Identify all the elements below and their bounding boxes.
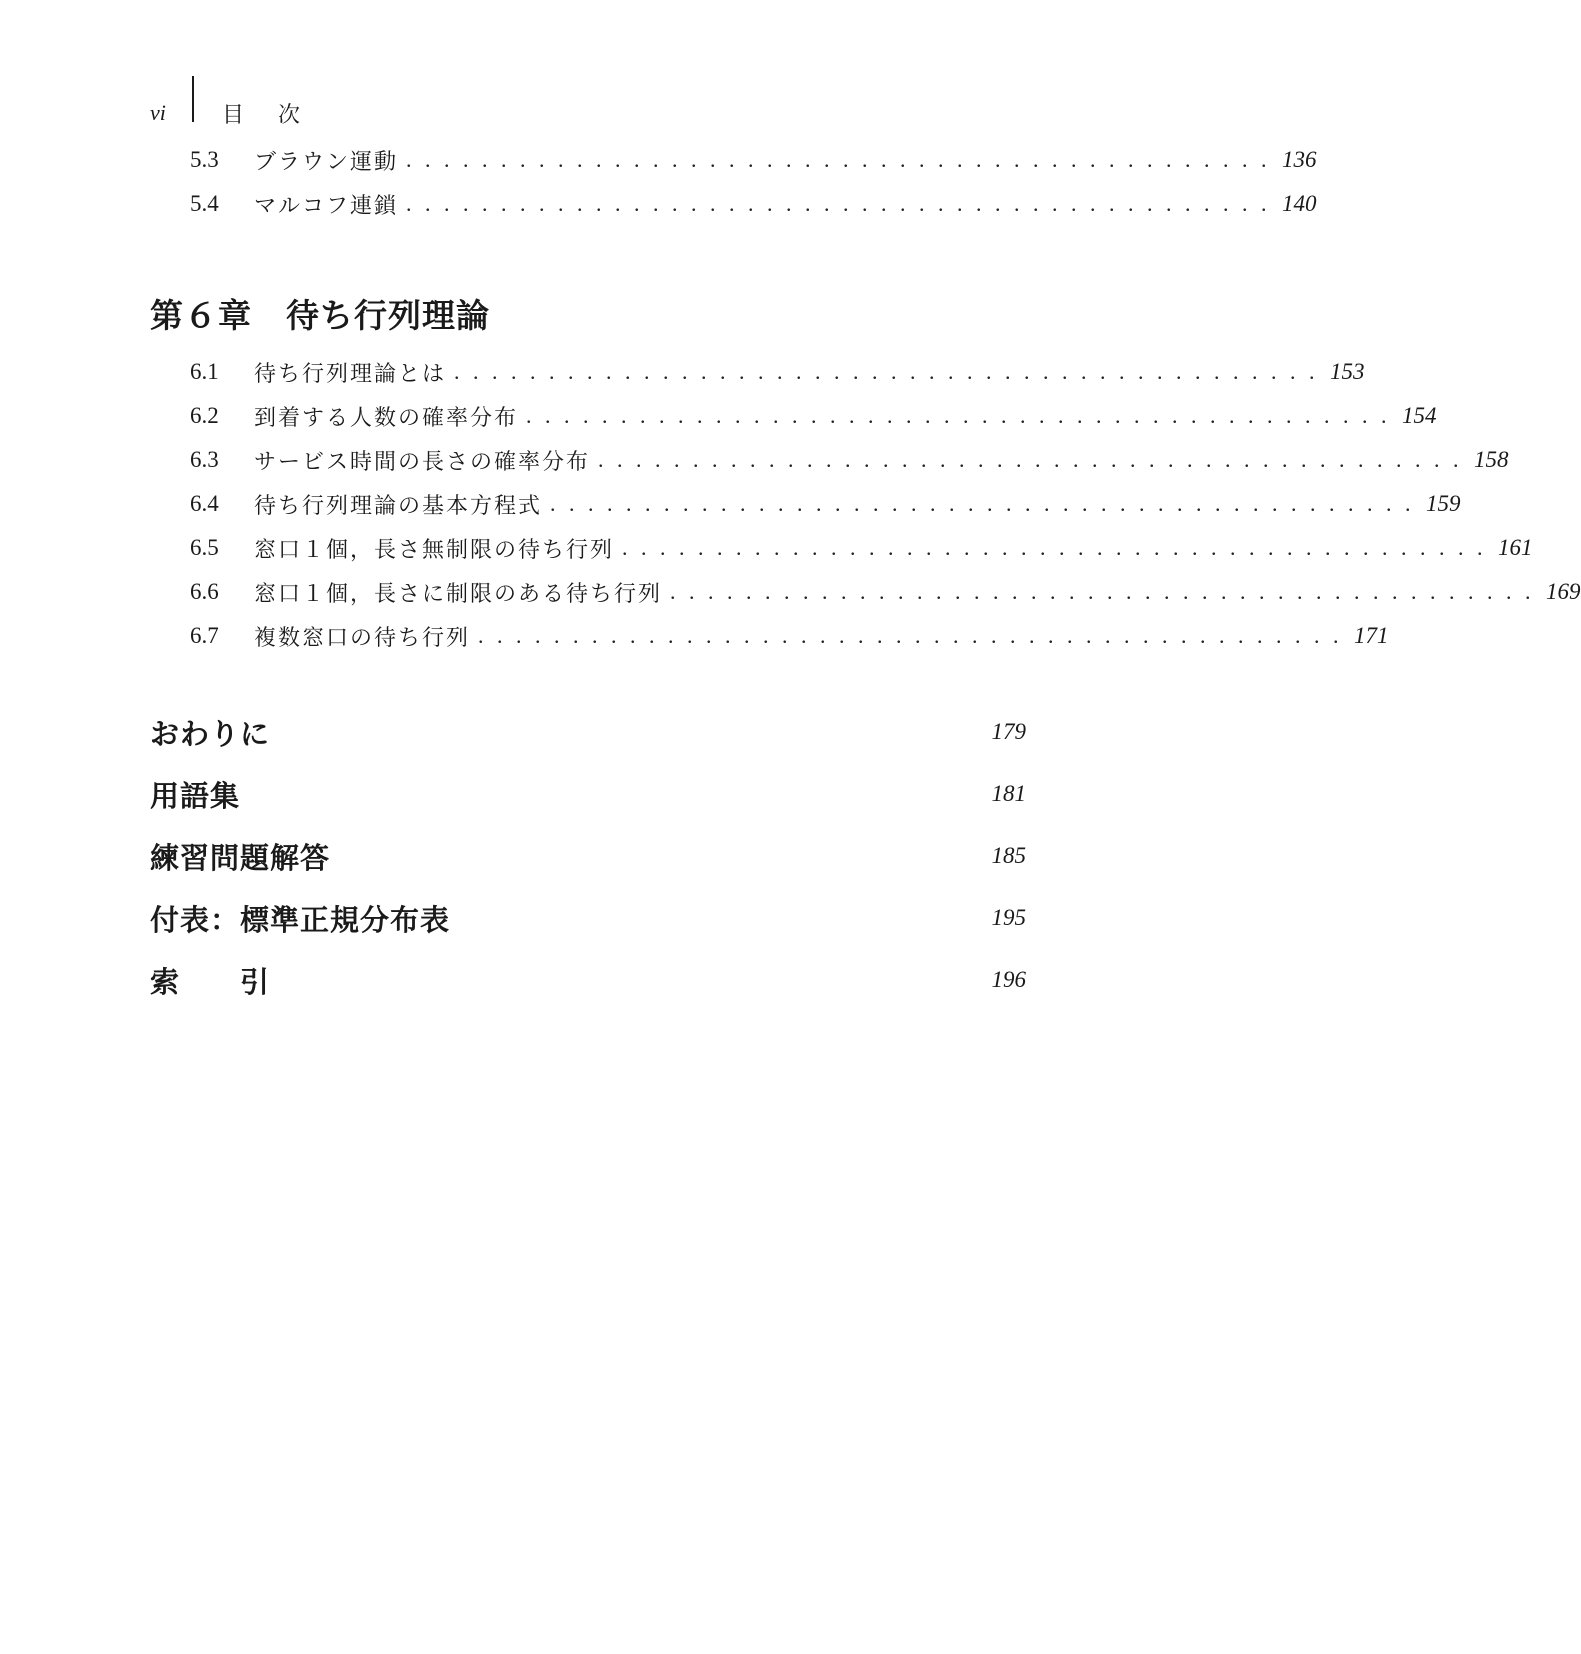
section-page: 158 — [1474, 447, 1509, 472]
section-page: 169 — [1546, 579, 1581, 604]
leader-dots: .............................................. — [550, 491, 1425, 516]
section-page: 154 — [1402, 403, 1437, 428]
toc-entry-6-4[interactable] — [190, 482, 1461, 526]
entry-title: 付表：標準正規分布表 — [150, 902, 451, 937]
entry-title: おわりに — [150, 716, 271, 751]
toc-entry-normal-table[interactable] — [150, 892, 1026, 944]
section-title: ブラウン運動 — [254, 149, 399, 175]
toc-entry-glossary[interactable] — [150, 768, 1026, 820]
page-number: vi — [150, 100, 166, 125]
toc-entry-index[interactable] — [150, 954, 1026, 1006]
section-page: 171 — [1354, 623, 1389, 648]
entry-page: 185 — [991, 843, 1026, 868]
entry-title: 索 引 — [150, 964, 271, 999]
leader-dots: .............................................. — [454, 359, 1329, 384]
section-title: 待ち行列理論の基本方程式 — [254, 493, 543, 519]
section-page: 153 — [1330, 359, 1365, 384]
toc-entry-afterword[interactable] — [150, 706, 1026, 758]
header-rule — [192, 76, 194, 122]
section-number: 6.3 — [190, 447, 219, 472]
entry-title: 練習問題解答 — [150, 840, 331, 875]
chapter6-section-list — [190, 350, 1581, 658]
section-number: 5.3 — [190, 147, 219, 172]
toc-entry-6-1[interactable] — [190, 350, 1365, 394]
toc-entry-6-6[interactable] — [190, 570, 1581, 614]
section-number: 6.5 — [190, 535, 219, 560]
entry-page: 179 — [991, 719, 1026, 744]
header-title: 目次 — [222, 103, 335, 128]
section-number: 6.6 — [190, 579, 219, 604]
entry-page: 181 — [991, 781, 1026, 806]
section-title: 複数窓口の待ち行列 — [254, 625, 471, 651]
leader-dots: .............................................. — [526, 403, 1401, 428]
leader-dots: .............................................. — [622, 535, 1497, 560]
section-number: 6.7 — [190, 623, 219, 648]
chapter5-section-list — [190, 138, 1317, 226]
chapter6-heading[interactable]: 第６章 待ち行列理論 — [150, 296, 490, 335]
toc-entry-6-2[interactable] — [190, 394, 1437, 438]
entry-page: 195 — [991, 905, 1026, 930]
section-page: 161 — [1498, 535, 1533, 560]
section-number: 5.4 — [190, 191, 219, 216]
section-page: 136 — [1282, 147, 1317, 172]
section-title: 到着する人数の確率分布 — [254, 405, 519, 431]
leader-dots: .............................................. — [478, 623, 1353, 648]
section-number: 6.2 — [190, 403, 219, 428]
toc-entry-6-5[interactable] — [190, 526, 1533, 570]
leader-dots: .............................................. — [670, 579, 1545, 604]
toc-entry-5-4[interactable] — [190, 182, 1317, 226]
section-title: 窓口１個，長さに制限のある待ち行列 — [254, 581, 663, 607]
toc-entry-5-3[interactable] — [190, 138, 1317, 182]
toc-entry-exercise-answers[interactable] — [150, 830, 1026, 882]
running-header — [150, 76, 450, 128]
section-title: 待ち行列理論とは — [254, 361, 447, 387]
section-page: 159 — [1426, 491, 1461, 516]
section-title: サービス時間の長さの確率分布 — [254, 449, 591, 475]
entry-title: 用語集 — [150, 778, 241, 813]
leader-dots: .............................................. — [406, 147, 1281, 172]
toc-entry-6-3[interactable] — [190, 438, 1509, 482]
section-number: 6.1 — [190, 359, 219, 384]
section-title: マルコフ連鎖 — [254, 193, 399, 219]
entry-page: 196 — [991, 967, 1026, 992]
toc-entry-6-7[interactable] — [190, 614, 1389, 658]
section-title: 窓口１個，長さ無制限の待ち行列 — [254, 537, 615, 563]
section-page: 140 — [1282, 191, 1317, 216]
section-number: 6.4 — [190, 491, 219, 516]
leader-dots: .............................................. — [598, 447, 1473, 472]
leader-dots: .............................................. — [406, 191, 1281, 216]
